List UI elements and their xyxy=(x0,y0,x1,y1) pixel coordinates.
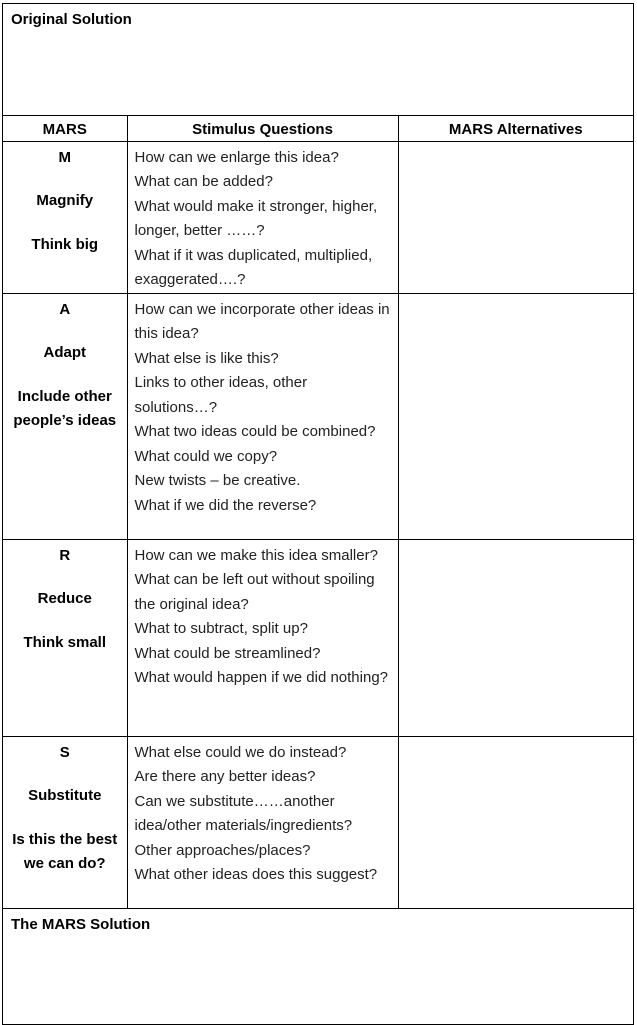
questions-cell-adapt xyxy=(127,293,398,539)
question-item: Links to other ideas, other solutions…? xyxy=(134,374,308,416)
mars-cell-reduce xyxy=(3,539,127,736)
question-item: What would happen if we did nothing? xyxy=(134,669,389,686)
question-item: What else could we do instead? xyxy=(134,743,347,761)
questions-cell-reduce xyxy=(127,539,398,736)
question-item: How can we make this idea smaller? xyxy=(134,546,378,564)
mars-name: Reduce xyxy=(37,590,92,607)
table-header-row xyxy=(3,116,633,141)
question-item: What can be left out without spoiling the original idea? xyxy=(134,571,375,613)
header-mars: MARS xyxy=(3,116,127,141)
mars-table xyxy=(3,116,633,909)
mars-tagline: Include other people’s ideas xyxy=(13,387,117,429)
mars-name: Adapt xyxy=(43,344,86,361)
mars-cell-adapt xyxy=(3,293,127,539)
question-item: What if we did the reverse? xyxy=(134,496,317,514)
question-item: How can we incorporate other ideas in this idea? xyxy=(134,300,390,342)
table-row-reduce xyxy=(3,539,633,736)
mars-letter: M xyxy=(58,148,71,166)
alternatives-cell-substitute[interactable] xyxy=(398,736,633,908)
mars-cell-substitute xyxy=(3,736,127,908)
mars-letter: R xyxy=(59,546,71,564)
question-item: What could we copy? xyxy=(134,447,278,465)
mars-name: Magnify xyxy=(36,192,94,209)
question-item: How can we enlarge this idea? xyxy=(134,148,339,166)
mars-tagline: Think big xyxy=(31,235,99,253)
question-item: What else is like this? xyxy=(134,349,279,367)
mars-tagline: Is this the best we can do? xyxy=(12,830,118,872)
alternatives-cell-magnify[interactable] xyxy=(398,141,633,293)
questions-cell-substitute xyxy=(127,736,398,908)
question-item: What could be streamlined? xyxy=(134,644,321,662)
question-item: What if it was duplicated, multiplied, exaggerated….? xyxy=(134,246,373,288)
question-item: What can be added? xyxy=(134,173,273,190)
question-item: New twists – be creative. xyxy=(134,472,301,489)
table-row-substitute xyxy=(3,736,633,908)
mars-worksheet xyxy=(2,3,634,1025)
question-item: What other ideas does this suggest? xyxy=(134,866,378,883)
alternatives-cell-adapt[interactable] xyxy=(398,293,633,539)
alternatives-cell-reduce[interactable] xyxy=(398,539,633,736)
question-item: What would make it stronger, higher, longer, better ……? xyxy=(134,197,378,239)
question-item: Other approaches/places? xyxy=(134,841,311,859)
header-stimulus-questions: Stimulus Questions xyxy=(127,116,398,141)
mars-cell-magnify xyxy=(3,141,127,293)
question-item: Are there any better ideas? xyxy=(134,768,316,785)
mars-tagline: Think small xyxy=(23,633,107,651)
mars-letter: S xyxy=(59,743,70,761)
original-solution-box[interactable] xyxy=(3,4,633,116)
table-row-adapt xyxy=(3,293,633,539)
question-item: What to subtract, split up? xyxy=(134,620,308,637)
original-solution-label: Original Solution xyxy=(11,11,132,28)
questions-cell-magnify xyxy=(127,141,398,293)
mars-solution-box[interactable] xyxy=(3,909,633,1024)
table-row-magnify xyxy=(3,141,633,293)
mars-solution-label: The MARS Solution xyxy=(11,915,151,933)
question-item: What two ideas could be combined? xyxy=(134,423,376,440)
header-mars-alternatives: MARS Alternatives xyxy=(398,116,633,141)
mars-letter: A xyxy=(59,300,71,318)
mars-name: Substitute xyxy=(28,787,102,804)
question-item: Can we substitute……another idea/other materials/ingredients? xyxy=(134,792,353,834)
